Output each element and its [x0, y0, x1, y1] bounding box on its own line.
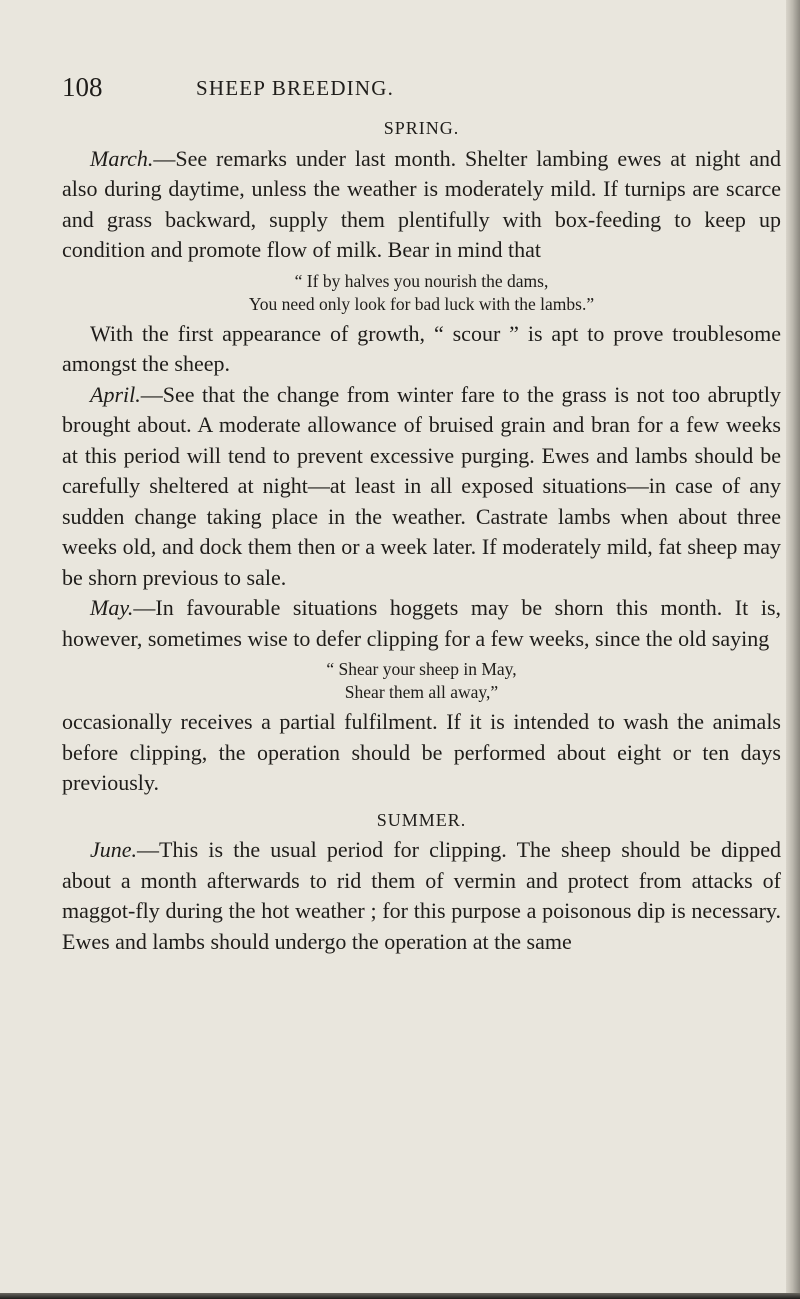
- month-label-april: April.: [90, 381, 141, 407]
- verse-line: “ Shear your sheep in May,: [326, 659, 517, 679]
- page-body: [62, 113, 781, 957]
- paragraph-text: —In favourable situations hoggets may be shorn this month. It is, however, sometimes wise to defer clipping for a few weeks, since the old saying: [62, 595, 781, 651]
- section-heading-summer: SUMMER.: [376, 809, 467, 830]
- page-edge: [786, 0, 800, 1299]
- page-bottom-edge: [0, 1293, 800, 1299]
- verse-line: You need only look for bad luck with the lambs.”: [248, 293, 595, 314]
- paragraph-june: [62, 835, 781, 957]
- paragraph-text: —See remarks under last month. Shelter lambing ewes at night and also during daytime, unless the weather is moderately mild. If turnips are scarce and grass backward, supply them plentifully with box-feeding to keep up condition and promote flow of milk. Bear in mind that: [62, 145, 781, 262]
- page-number: 108: [62, 72, 103, 102]
- paragraph-may-continuation: occasionally receives a partial fulfilment. If it is intended to wash the animals before clipping, the operation should be performed about eight or ten days previously.: [62, 709, 781, 795]
- verse-line: “ If by halves you nourish the dams,: [294, 270, 549, 291]
- running-head: SHEEP BREEDING.: [196, 76, 395, 100]
- paragraph-text: —This is the usual period for clipping. The sheep should be dipped about a month afterwards to rid them of vermin and protect from attacks of maggot-fly during the hot weather ; for this purpose a poisonous dip is necessary. Ewes and lambs should undergo the operation at the same: [62, 837, 781, 954]
- section-heading-spring: SPRING.: [383, 118, 460, 138]
- month-label-march: March.: [90, 145, 154, 171]
- verse-line: Shear them all away,”: [344, 682, 499, 702]
- paragraph-march-continuation: With the first appearance of growth, “ scour ” is apt to prove troublesome amongst the sheep.: [62, 320, 781, 376]
- month-label-june: June.: [90, 837, 138, 862]
- verse-quote-may: [62, 658, 781, 704]
- verse-quote-march: [62, 270, 781, 316]
- paragraph-may: [62, 593, 781, 654]
- paragraph-march: [62, 144, 781, 266]
- paragraph-april: [62, 380, 781, 594]
- month-label-may: May.: [90, 595, 134, 620]
- page-header: [62, 72, 762, 112]
- paragraph-text: —See that the change from winter fare to the grass is not too abruptly brought about. A moderate allowance of bruised grain and bran for a few weeks at this period will tend to prevent excessive purging. Ewes and lambs should be carefully sheltered at night—at least in all exposed situations—in case of any sudden change taking place in the weather. Castrate lambs when about three weeks old, and dock them then or a week later. If moderately mild, fat sheep may be shorn previous to sale.: [62, 381, 781, 590]
